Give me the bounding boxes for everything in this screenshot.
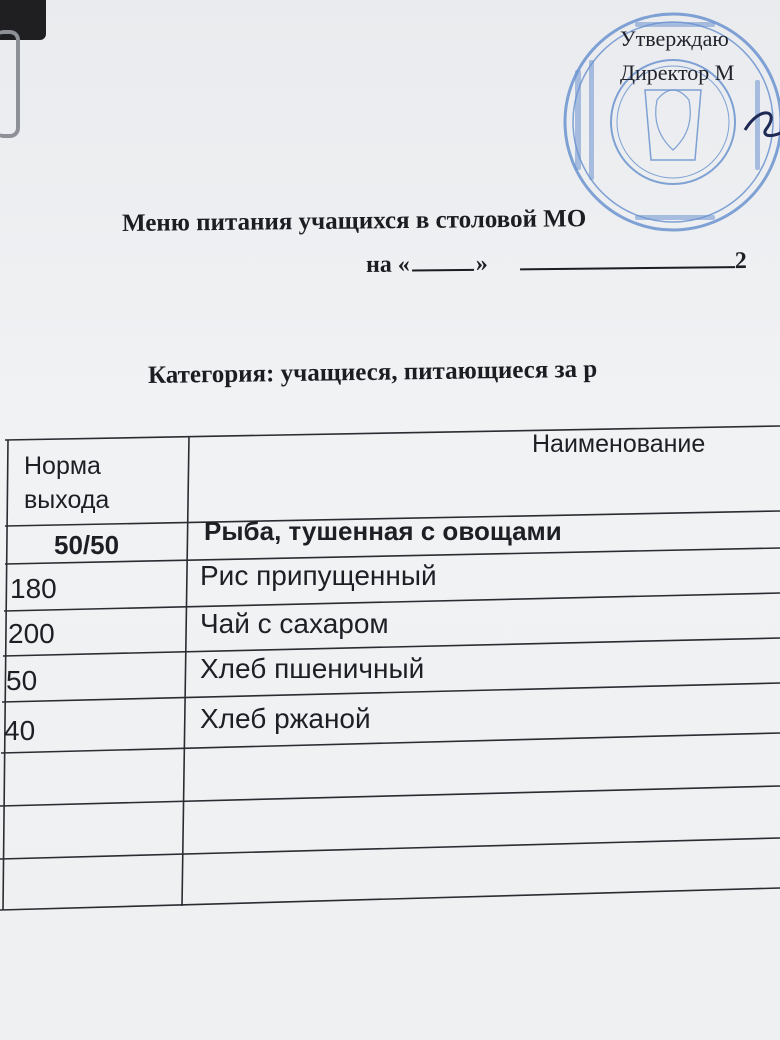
row-norm: 50/50	[54, 530, 120, 560]
director-text: Директор М	[620, 60, 735, 85]
page-title: Меню питания учащихся в столовой МО	[121, 205, 587, 237]
row-norm: 200	[8, 618, 55, 649]
row-name: Хлеб пшеничный	[200, 653, 425, 684]
row-name: Хлеб ржаной	[200, 703, 371, 734]
date-suffix: 2	[734, 248, 747, 275]
row-norm: 40	[4, 715, 36, 746]
approval-text: Утверждаю	[620, 26, 729, 51]
day-blank	[412, 249, 474, 272]
row-norm: 180	[10, 573, 57, 604]
date-mid: »	[475, 250, 488, 277]
binder-clip-wire	[0, 30, 20, 138]
date-line	[366, 246, 747, 279]
row-name: Рис припущенный	[200, 560, 437, 591]
category-line: Категория: учащиеся, питающиеся за р	[147, 355, 598, 389]
header-norm-line1: Норма	[24, 452, 101, 480]
month-blank	[520, 246, 735, 270]
row-norm: 50	[6, 665, 38, 696]
row-name: Чай с сахаром	[200, 608, 389, 639]
header-name: Наименование	[532, 430, 706, 458]
date-prefix: на «	[365, 251, 410, 278]
row-name: Рыба, тушенная с овощами	[204, 516, 562, 546]
header-norm-line2: выхода	[24, 486, 110, 514]
